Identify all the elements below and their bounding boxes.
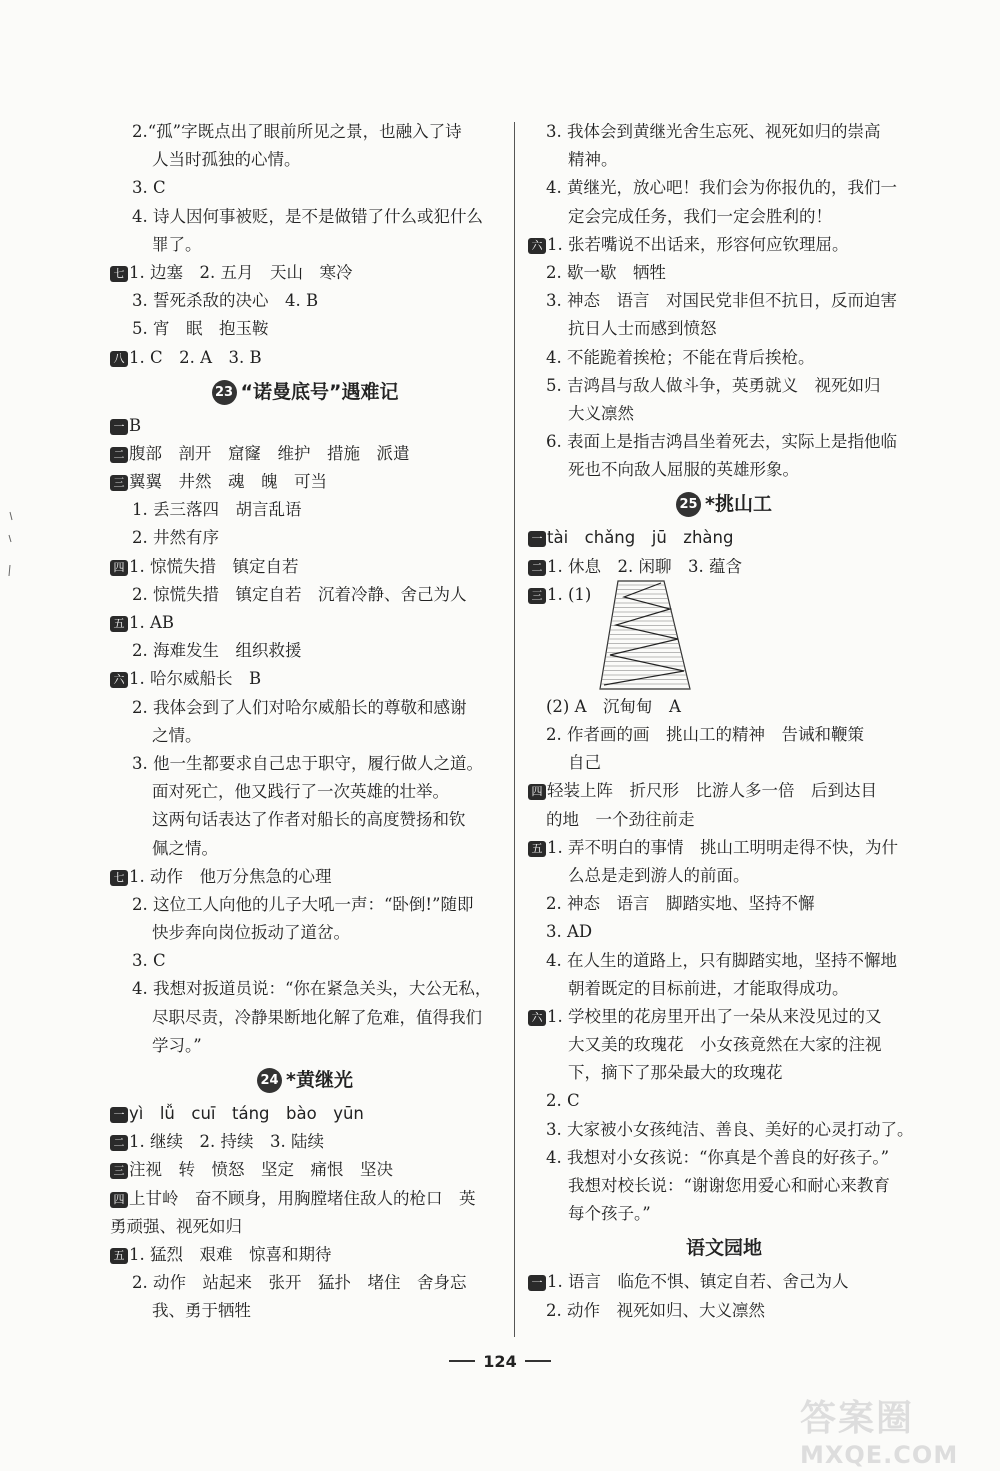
answer-text: 么总是走到游人的前面。 xyxy=(568,865,750,885)
answer-text: 2. 惊慌失措 镇定自若 沉着冷静、舍己为人 xyxy=(132,584,467,604)
answer-line xyxy=(528,118,920,146)
section-number-badge: 三 xyxy=(110,1163,128,1179)
answer-text: 3. 大家被小女孩纯洁、善良、美好的心灵打动了。 xyxy=(546,1119,914,1139)
answer-line xyxy=(110,919,500,947)
answer-text: 2. 动作 站起来 张开 猛扑 堵住 舍身忘 xyxy=(132,1273,467,1293)
answer-text: B xyxy=(129,415,142,435)
answer-line xyxy=(528,146,920,174)
answer-line xyxy=(110,315,500,343)
answer-text: 学习。” xyxy=(152,1035,202,1055)
answer-text: 3. 我体会到黄继光舍生忘死、视死如归的崇高 xyxy=(546,122,881,141)
answer-text: 这两句话表达了作者对船长的高度赞扬和钦 xyxy=(152,810,466,830)
answer-text: 快步奔向岗位扳动了道岔。 xyxy=(152,923,350,943)
answer-text: 翼翼 井然 魂 魄 可当 xyxy=(129,472,327,492)
answer-text: yì lǚ cuī táng bào yūn xyxy=(129,1104,364,1123)
answer-line xyxy=(110,118,500,146)
answer-section-line xyxy=(528,231,920,259)
answer-section-line xyxy=(110,259,500,287)
answer-text: 5. 宵 眠 抱玉鞍 xyxy=(132,319,269,339)
answer-line xyxy=(528,1172,920,1200)
answer-text: 3. 神态 语言 对国民党非但不抗日，反而迫害 xyxy=(546,291,897,311)
answer-section-line xyxy=(110,1100,500,1128)
answer-line xyxy=(110,496,500,524)
answer-section-line xyxy=(110,412,500,440)
answer-text: 自己 xyxy=(568,753,601,773)
section-number-badge: 六 xyxy=(528,238,546,254)
answer-text: 4. 不能跪着挨枪；不能在背后挨枪。 xyxy=(546,347,815,367)
answer-line xyxy=(110,1004,500,1032)
answer-section-line xyxy=(528,1003,920,1031)
answer-line xyxy=(528,203,920,231)
answer-text: 1. 继续 2. 持续 3. 陆续 xyxy=(129,1132,324,1152)
answer-text: tài chǎng jū zhàng xyxy=(547,528,734,548)
answer-line xyxy=(110,694,500,722)
answer-text: 3. AD xyxy=(546,922,593,942)
section-number-badge: 七 xyxy=(110,870,128,886)
answer-line xyxy=(528,1200,920,1228)
answer-line xyxy=(110,778,500,806)
answer-text: 1. (1) xyxy=(547,584,592,604)
answer-text: 1. 语言 临危不惧、镇定自若、舍己为人 xyxy=(547,1272,849,1292)
section-number-badge: 一 xyxy=(110,1107,128,1123)
answer-line xyxy=(528,400,920,428)
answer-text: 定会完成任务，我们一定会胜利的！ xyxy=(568,206,832,226)
answer-text: 下，摘下了那朵最大的玫瑰花 xyxy=(568,1063,783,1083)
answer-text: 我想对校长说：“谢谢您用爱心和耐心来教育 xyxy=(568,1176,890,1195)
answer-text: 2. 我体会到了人们对哈尔威船长的尊敬和感谢 xyxy=(132,697,467,717)
answer-text: 1. 动作 他万分焦急的心理 xyxy=(129,866,332,886)
answer-line xyxy=(110,1032,500,1060)
heading-text: *黄继光 xyxy=(286,1069,353,1091)
answer-line xyxy=(528,749,920,777)
section-number-badge: 二 xyxy=(528,560,546,576)
answer-line xyxy=(528,1116,920,1144)
answer-text: 腹部 剖开 窟窿 维护 措施 派遣 xyxy=(129,443,410,463)
answer-section-line xyxy=(110,468,500,496)
answer-line xyxy=(110,722,500,750)
heading-text: *挑山工 xyxy=(705,493,772,516)
answer-text: 1. C 2. A 3. B xyxy=(129,347,262,367)
answer-section-line xyxy=(528,524,920,552)
answer-line xyxy=(528,1059,920,1087)
answer-line xyxy=(528,862,920,890)
lesson-number-badge: 23 xyxy=(212,380,237,405)
answer-section-line xyxy=(110,1241,500,1269)
answer-line xyxy=(528,428,920,456)
answer-line xyxy=(110,287,500,315)
answer-line xyxy=(528,721,920,749)
answer-line xyxy=(528,1087,920,1115)
section-number-badge: 五 xyxy=(110,616,128,632)
section-number-badge: 六 xyxy=(528,1010,546,1026)
answer-text: 大又美的玫瑰花 小女孩竟然在大家的注视 xyxy=(568,1035,882,1055)
section-heading xyxy=(528,1228,920,1268)
answer-text: 抗日人士而感到愤怒 xyxy=(568,319,717,339)
answer-text: 2. 作者画的画 挑山工的精神 告诫和鞭策 xyxy=(546,725,864,744)
answer-line xyxy=(110,1297,500,1325)
margin-mark xyxy=(5,510,15,580)
answer-line xyxy=(528,287,920,315)
section-number-badge: 一 xyxy=(528,1275,546,1291)
section-number-badge: 一 xyxy=(110,419,128,435)
answer-text: 4. 在人生的道路上，只有脚踏实地，坚持不懈地 xyxy=(546,950,897,970)
answer-text: 3. C xyxy=(132,951,166,971)
answer-text: 大义凛然 xyxy=(568,403,634,423)
answer-section-line xyxy=(110,344,500,372)
column-divider xyxy=(514,122,515,1337)
answer-text: 2. 这位工人向他的儿子大吼一声：“卧倒!”随即 xyxy=(132,894,474,914)
answer-text: 1. 哈尔威船长 B xyxy=(129,669,262,689)
section-number-badge: 二 xyxy=(110,447,128,463)
answer-section-line xyxy=(528,581,920,693)
watermark xyxy=(800,1390,980,1468)
answer-text: 2. 神态 语言 脚踏实地、坚持不懈 xyxy=(546,894,815,914)
answer-text: 2. 动作 视死如归、大义凛然 xyxy=(546,1300,765,1320)
watermark-site: MXQE.COM xyxy=(800,1441,959,1469)
answer-line xyxy=(528,806,920,834)
answer-text: 1. 边塞 2. 五月 天山 寒冷 xyxy=(129,262,353,282)
answer-section-line xyxy=(110,553,500,581)
answer-text: 尽职尽责，冷静果断地化解了危难，值得我们 xyxy=(152,1007,482,1027)
answer-line xyxy=(110,975,500,1003)
answer-text: 3. 他一生都要求自己忠于职守，履行做人之道。 xyxy=(132,753,483,773)
answer-section-line xyxy=(528,553,920,581)
answer-section-line xyxy=(110,863,500,891)
answer-line xyxy=(110,174,500,202)
answer-text: 1. 猛烈 艰难 惊喜和期待 xyxy=(129,1244,332,1264)
section-heading xyxy=(528,484,920,524)
answer-text: 6. 表面上是指吉鸿昌坐着死去，实际上是指他临 xyxy=(546,432,897,452)
answer-text: 3. 誓死杀敌的决心 4. B xyxy=(132,291,319,311)
answer-text: 注视 转 愤怒 坚定 痛恨 坚决 xyxy=(129,1160,393,1180)
answer-line xyxy=(110,835,500,863)
answer-line xyxy=(110,231,500,259)
section-number-badge: 四 xyxy=(110,1192,128,1208)
answer-line xyxy=(528,693,920,721)
answer-text: 精神。 xyxy=(568,150,618,170)
section-number-badge: 六 xyxy=(110,672,128,688)
section-number-badge: 四 xyxy=(110,560,128,576)
answer-line xyxy=(110,581,500,609)
answer-text: 4. 诗人因何事被贬，是不是做错了什么或犯什么 xyxy=(132,206,483,226)
lesson-number-badge: 24 xyxy=(257,1068,282,1093)
section-number-badge: 三 xyxy=(110,475,128,491)
answer-line xyxy=(110,637,500,665)
answer-line xyxy=(528,1297,920,1325)
answer-text: 2.“孤”字既点出了眼前所见之景，也融入了诗 xyxy=(132,122,462,141)
answer-line xyxy=(110,1213,500,1241)
answer-text: 1. 惊慌失措 镇定自若 xyxy=(129,556,299,576)
answer-section-line xyxy=(110,1128,500,1156)
answer-section-line xyxy=(110,665,500,693)
section-heading xyxy=(110,1060,500,1100)
answer-text: 5. 吉鸿昌与敌人做斗争，英勇就义 视死如归 xyxy=(546,375,881,395)
section-heading xyxy=(110,372,500,412)
answer-section-line xyxy=(110,1156,500,1184)
answer-line xyxy=(528,344,920,372)
answer-line xyxy=(110,806,500,834)
answer-line xyxy=(110,146,500,174)
answer-text: 之情。 xyxy=(152,725,202,745)
answer-section-line xyxy=(110,609,500,637)
answer-text: 勇顽强、视死如归 xyxy=(110,1216,242,1236)
answer-line xyxy=(528,174,920,202)
answer-text: 4. 黄继光，放心吧！我们会为你报仇的，我们一 xyxy=(546,178,897,198)
answer-line xyxy=(528,372,920,400)
right-column xyxy=(528,118,920,1325)
answer-line xyxy=(110,1269,500,1297)
answer-line xyxy=(110,203,500,231)
answer-text: 2. C xyxy=(546,1091,580,1111)
answer-line xyxy=(110,524,500,552)
answer-line xyxy=(528,918,920,946)
answer-line xyxy=(528,259,920,287)
section-number-badge: 一 xyxy=(528,531,546,547)
answer-text: 的地 一个劲往前走 xyxy=(546,809,695,829)
heading-text: 语文园地 xyxy=(685,1237,762,1260)
lesson-number-badge: 25 xyxy=(676,492,701,517)
answer-text: 1. 休息 2. 闲聊 3. 蕴含 xyxy=(547,556,742,576)
page-number: 124 xyxy=(0,1352,1000,1371)
answer-text: 上甘岭 奋不顾身，用胸膛堵住敌人的枪口 英 xyxy=(129,1188,476,1208)
answer-text: 罪了。 xyxy=(152,234,202,254)
answer-line xyxy=(528,1031,920,1059)
answer-text: 1. 张若嘴说不出话来，形容何应钦理屈。 xyxy=(547,234,849,254)
section-number-badge: 四 xyxy=(528,784,546,800)
answer-text: 每个孩子。” xyxy=(568,1204,651,1224)
answer-line xyxy=(528,456,920,484)
answer-text: 佩之情。 xyxy=(152,838,218,858)
answer-text: 朝着既定的目标前进，才能取得成功。 xyxy=(568,978,849,998)
answer-line xyxy=(110,891,500,919)
answer-text: 我、勇于牺牲 xyxy=(152,1301,251,1321)
answer-text: 1. 学校里的花房里开出了一朵从来没见过的又 xyxy=(547,1006,882,1026)
trapezoid-path-diagram xyxy=(598,579,694,693)
answer-section-line xyxy=(528,1268,920,1296)
answer-line xyxy=(528,975,920,1003)
answer-text: 4. 我想对小女孩说：“你真是个善良的好孩子。” xyxy=(546,1147,890,1167)
watermark-logo: 答案圈 xyxy=(800,1398,915,1439)
answer-text: 轻装上阵 折尺形 比游人多一倍 后到达目 xyxy=(547,781,877,801)
answer-text: 2. 井然有序 xyxy=(132,528,219,548)
left-column xyxy=(110,118,500,1326)
section-number-badge: 五 xyxy=(528,841,546,857)
section-number-badge: 八 xyxy=(110,351,128,367)
answer-text: 面对死亡，他又践行了一次英雄的壮举。 xyxy=(152,782,449,802)
answer-section-line xyxy=(528,834,920,862)
section-number-badge: 五 xyxy=(110,1248,128,1264)
answer-line xyxy=(110,947,500,975)
answer-text: 人当时孤独的心情。 xyxy=(152,150,301,170)
answer-text: 2. 歇一歇 牺牲 xyxy=(546,262,666,282)
answer-line xyxy=(528,947,920,975)
section-number-badge: 二 xyxy=(110,1135,128,1151)
answer-line xyxy=(528,1144,920,1172)
heading-text: “诺曼底号”遇难记 xyxy=(240,380,399,403)
section-number-badge: 三 xyxy=(528,588,546,604)
answer-text: 3. C xyxy=(132,178,166,198)
answer-text: 1. AB xyxy=(129,613,175,632)
answer-text: 1. 丢三落四 胡言乱语 xyxy=(132,500,302,520)
answer-section-line xyxy=(110,440,500,468)
answer-line xyxy=(528,890,920,918)
answer-text: 1. 弄不明白的事情 挑山工明明走得不快，为什 xyxy=(547,837,898,857)
answer-text: 4. 我想对扳道员说：“你在紧急关头，大公无私， xyxy=(132,979,492,999)
answer-line xyxy=(110,750,500,778)
answer-section-line xyxy=(528,777,920,805)
answer-text: (2) A 沉甸甸 A xyxy=(546,696,681,716)
answer-section-line xyxy=(110,1185,500,1213)
section-number-badge: 七 xyxy=(110,266,128,282)
answer-text: 2. 海难发生 组织救援 xyxy=(132,641,302,661)
answer-text: 死也不向敌人屈服的英雄形象。 xyxy=(568,460,799,480)
answer-line xyxy=(528,315,920,343)
